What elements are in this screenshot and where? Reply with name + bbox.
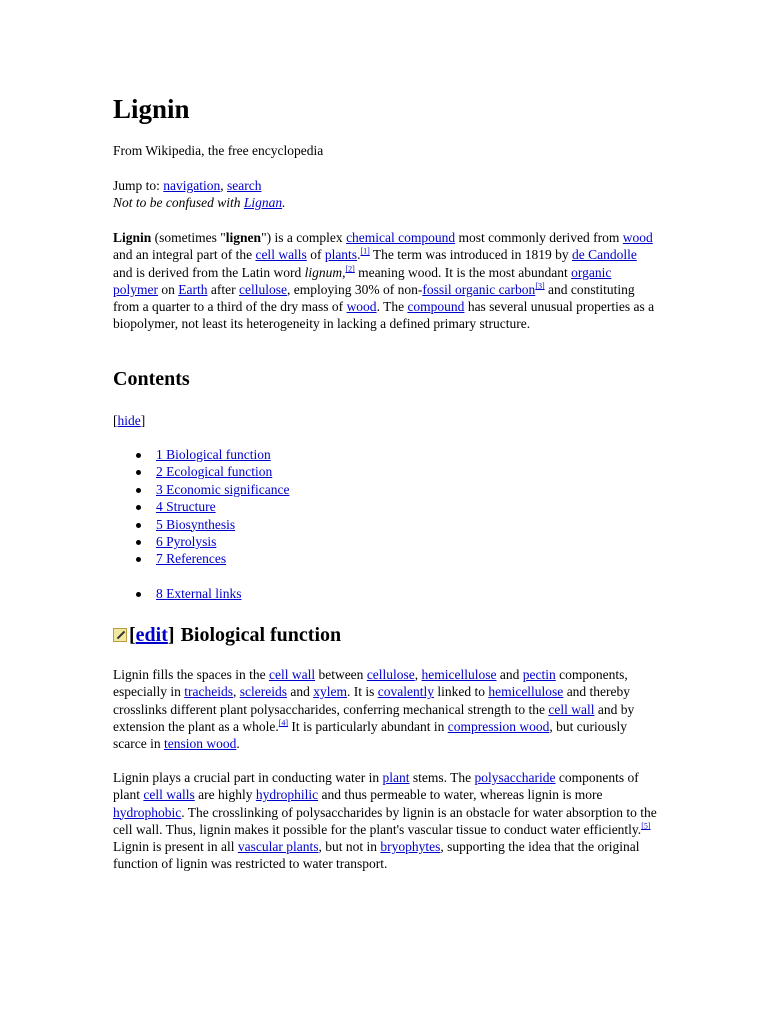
vascular-plants-link[interactable]: vascular plants xyxy=(237,839,319,855)
compound-link[interactable]: compound xyxy=(407,299,465,315)
section-heading-biological-function: [ edit ] Biological function xyxy=(113,622,341,648)
toc-item xyxy=(113,498,289,515)
page-title: Lignin xyxy=(113,94,190,124)
cell-walls-link[interactable]: cell walls xyxy=(255,247,307,263)
toc-link-external-links[interactable]: 8 External links xyxy=(156,586,242,601)
hatnote: Not to be confused with Lignan. xyxy=(113,195,286,210)
toc-item xyxy=(113,533,289,550)
hemicellulose-link-2[interactable]: hemicellulose xyxy=(488,684,564,700)
cell-walls-link-2[interactable]: cell walls xyxy=(143,787,195,803)
toc-toggle: [hide] xyxy=(113,413,146,428)
chemical-compound-link[interactable]: chemical compound xyxy=(346,230,456,245)
toc-item xyxy=(113,446,289,463)
toc-link-references[interactable]: 7 References xyxy=(156,551,227,567)
ref-4-link[interactable]: [4] xyxy=(278,718,289,728)
plants-link[interactable]: plants xyxy=(324,247,358,263)
toc-link-economic-significance[interactable]: 3 Economic significance xyxy=(156,481,290,497)
toc-item xyxy=(113,585,241,602)
edit-section-link[interactable]: edit xyxy=(135,624,168,646)
pencil-icon xyxy=(113,628,127,642)
cell-wall-link-2[interactable]: cell wall xyxy=(548,701,595,717)
plant-link[interactable]: plant xyxy=(382,770,410,785)
cell-wall-link[interactable]: cell wall xyxy=(268,667,316,682)
polysaccharide-link[interactable]: polysaccharide xyxy=(474,770,556,785)
xylem-link[interactable]: xylem xyxy=(313,684,347,700)
toc-link-ecological-function[interactable]: 2 Ecological function xyxy=(156,464,273,480)
compression-wood-link[interactable]: compression wood xyxy=(447,718,550,734)
toc-item xyxy=(113,516,289,533)
cellulose-link[interactable]: cellulose xyxy=(238,281,287,297)
hydrophobic-link[interactable]: hydrophobic xyxy=(113,804,182,820)
tension-wood-link[interactable]: tension wood xyxy=(163,736,237,752)
ref-5-link[interactable]: [5] xyxy=(641,821,651,831)
lignan-link[interactable]: Lignan xyxy=(243,195,283,210)
toc-link-structure[interactable]: 4 Structure xyxy=(156,499,216,515)
ref-2-link[interactable]: [2] xyxy=(345,264,355,274)
wood-link[interactable]: wood xyxy=(622,230,653,245)
site-subtitle: From Wikipedia, the free encyclopedia xyxy=(113,143,324,158)
toc-link-biological-function[interactable]: 1 Biological function xyxy=(156,447,271,462)
organic-polymer-link[interactable]: organic polymer xyxy=(113,264,612,297)
jump-links: Jump to: navigation, search xyxy=(113,178,262,193)
hemicellulose-link[interactable]: hemicellulose xyxy=(421,667,497,682)
de-candolle-link[interactable]: de Candolle xyxy=(571,247,637,263)
toc-item xyxy=(113,481,289,498)
toc-link-biosynthesis[interactable]: 5 Biosynthesis xyxy=(156,516,236,532)
toc-link-pyrolysis[interactable]: 6 Pyrolysis xyxy=(156,533,217,549)
biological-function-paragraph-2: Lignin plays a crucial part in conducting water in plant stems. The polysaccharide components of plant cell walls are highly hydrophilic and thus permeable to water, whereas lignin is more hydrophobic. The crosslinking of polysaccharides by lignin is an obstacle for water absorption to the cell wall. Thus, lignin makes it possible for the plant's vascular tissue to conduct water efficiently.[5] Lignin is present in all vascular plants, but not in bryophytes, supporting the idea that the original function of lignin was restricted to water transport. xyxy=(113,770,657,872)
jump-search-link[interactable]: search xyxy=(227,178,262,193)
biological-function-paragraph-1: Lignin fills the spaces in the cell wall between cellulose, hemicellulose and pectin components, especially in tracheids, sclereids and xylem. It is covalently linked to hemicellulose and thereby crosslinks different plant polysaccharides, conferring mechanical strength to the cell wall and by extension the plant as a whole.[4] It is particularly abundant in compression wood, but curiously scarce in tension wood. xyxy=(113,667,635,752)
pectin-link[interactable]: pectin xyxy=(522,667,556,682)
tracheids-link[interactable]: tracheids xyxy=(184,684,233,700)
toc-item xyxy=(113,463,289,480)
covalently-link[interactable]: covalently xyxy=(377,684,434,700)
fossil-organic-carbon-link[interactable]: fossil organic carbon xyxy=(422,281,536,297)
earth-link[interactable]: Earth xyxy=(178,281,208,297)
ref-1-link[interactable]: [1] xyxy=(360,246,370,256)
bryophytes-link[interactable]: bryophytes xyxy=(380,839,441,855)
hydrophilic-link[interactable]: hydrophilic xyxy=(255,787,319,803)
intro-paragraph: Lignin (sometimes "lignen") is a complex chemical compound most commonly derived from wood and an integral part of the cell walls of plants.[1] The term was introduced in 1819 by de Candolle and is derived from the Latin word lignum,[2] meaning wood. It is the most abundant organic polymer on Earth after cellulose, employing 30% of non-fossil organic carbon[3] and constituting from a quarter to a third of the dry mass of wood. The compound has several unusual properties as a biopolymer, not least its heterogeneity in lacking a defined primary structure. xyxy=(113,230,655,332)
toc-hide-link[interactable]: hide xyxy=(117,413,141,428)
contents-title: Contents xyxy=(113,368,190,390)
jump-navigation-link[interactable]: navigation xyxy=(163,178,221,193)
toc-list xyxy=(113,446,289,568)
section-title: Biological function xyxy=(180,624,342,646)
cellulose-link-2[interactable]: cellulose xyxy=(366,667,415,682)
ref-3-link[interactable]: [3] xyxy=(535,281,545,291)
toc-item xyxy=(113,550,289,567)
toc-list-extra xyxy=(113,585,241,602)
wood-link-2[interactable]: wood xyxy=(346,299,377,315)
sclereids-link[interactable]: sclereids xyxy=(239,684,287,700)
